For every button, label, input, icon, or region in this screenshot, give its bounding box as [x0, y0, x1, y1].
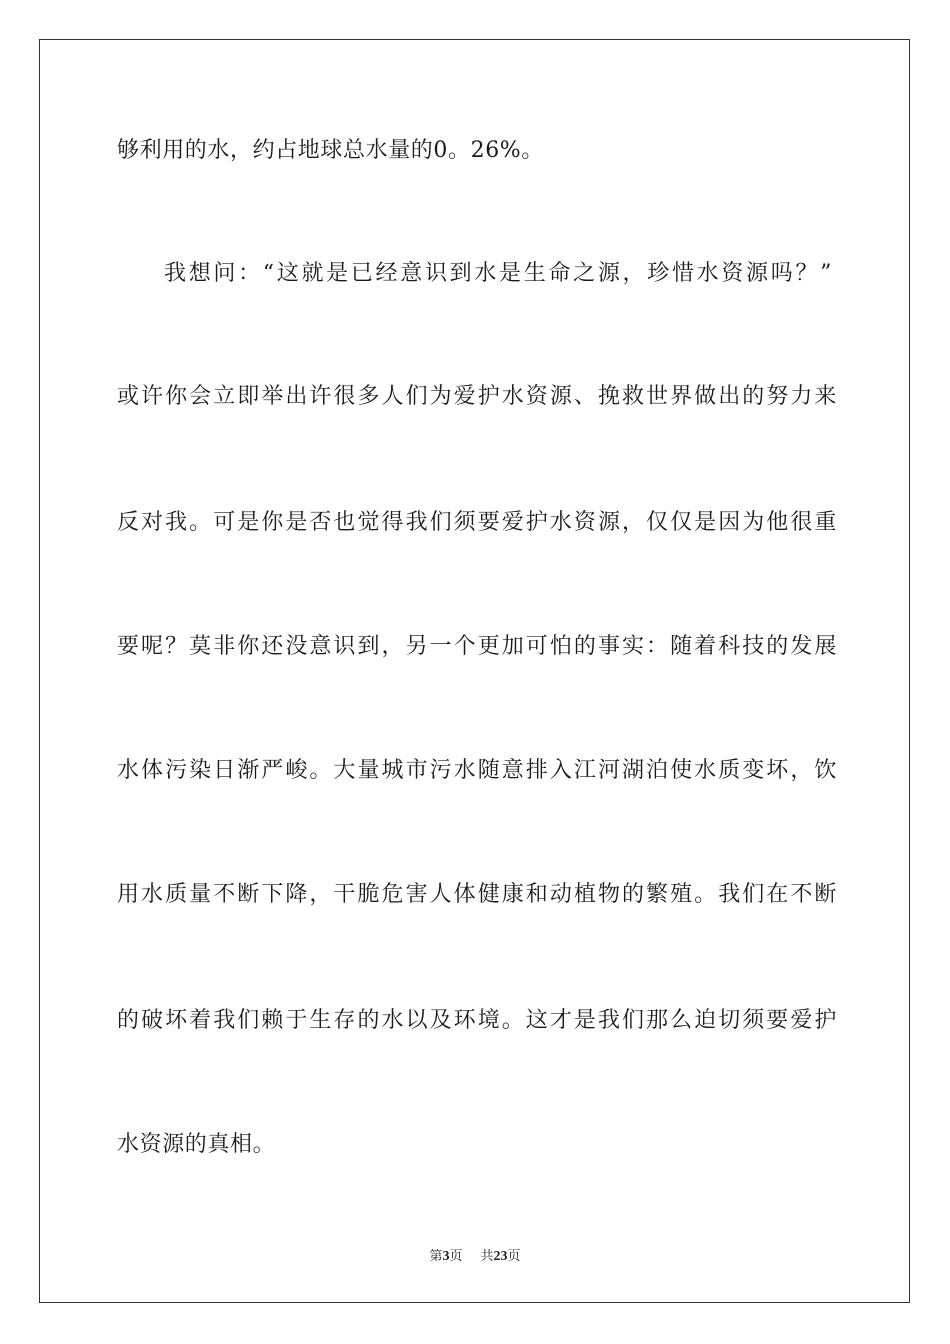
footer-total-suffix: 页 [507, 1249, 521, 1264]
page-footer [0, 1248, 950, 1266]
body-line-7: 用水质量不断下降，干脆危害人体健康和动植物的繁殖。我们在不断 [117, 882, 837, 907]
body-line-1: 够利用的水，约占地球总水量的0。26%。 [117, 138, 544, 163]
footer-total-prefix: 共 [480, 1249, 494, 1264]
body-line-5: 要呢？莫非你还没意识到，另一个更加可怕的事实：随着科技的发展 [117, 634, 837, 659]
page-border [39, 39, 910, 1303]
footer-page-prefix: 第 [429, 1249, 443, 1264]
body-line-6: 水体污染日渐严峻。大量城市污水随意排入江河湖泊使水质变坏，饮 [117, 758, 837, 783]
body-line-2: 我想问：“这就是已经意识到水是生命之源，珍惜水资源吗？” [164, 261, 832, 286]
body-line-9: 水资源的真相。 [117, 1132, 276, 1157]
body-line-8: 的破坏着我们赖于生存的水以及环境。这才是我们那么迫切须要爱护 [117, 1008, 837, 1033]
footer-total-pages: 23 [493, 1249, 508, 1264]
body-line-4: 反对我。可是你是否也觉得我们须要爱护水资源，仅仅是因为他很重 [117, 510, 837, 535]
footer-page-number: 3 [442, 1249, 450, 1264]
footer-page-suffix: 页 [449, 1249, 463, 1264]
body-line-3: 或许你会立即举出许很多人们为爱护水资源、挽救世界做出的努力来 [117, 384, 837, 409]
